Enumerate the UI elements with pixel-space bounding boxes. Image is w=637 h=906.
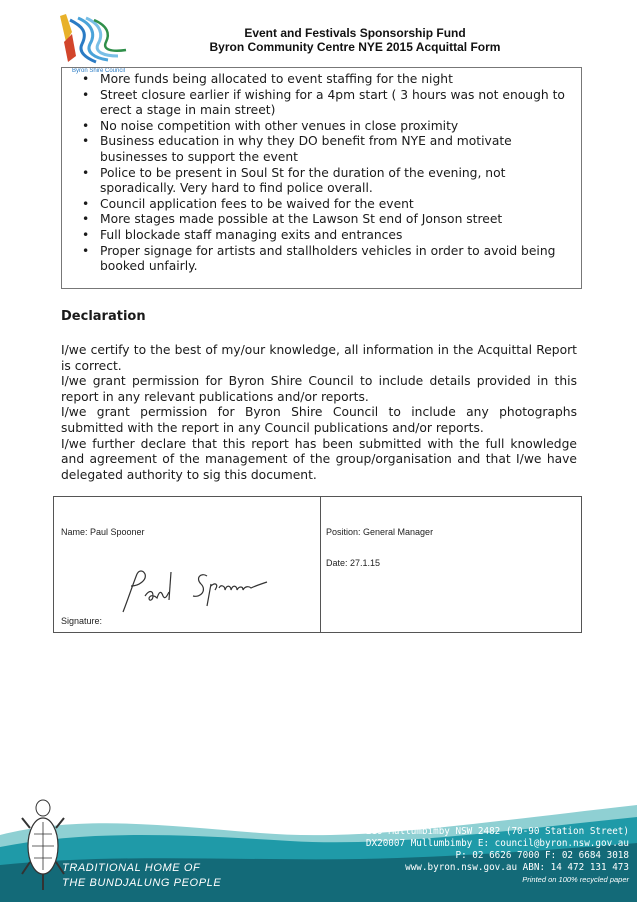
bullet-icon: • <box>82 212 90 227</box>
recommendation-item <box>82 228 577 244</box>
footer-heritage-line2: THE BUNDJALUNG PEOPLE <box>62 877 222 889</box>
bullet-icon: • <box>82 134 90 149</box>
recommendation-item <box>82 119 577 135</box>
recommendation-item <box>82 197 577 213</box>
declaration-paragraph: I/we further declare that this report has been submitted with the full knowledge and agreement of the management of the group/organisation and that I/we have delegated authority to sig this document. <box>61 436 577 482</box>
recommendations-list <box>82 72 577 275</box>
bullet-icon: • <box>82 72 90 86</box>
recommendation-text: Full blockade staff managing exits and entrances <box>100 227 403 242</box>
bullet-icon: • <box>82 165 90 180</box>
position-field: Position: General Manager <box>326 527 434 537</box>
recommendations-box <box>61 67 582 289</box>
header-title-line2: Byron Community Centre NYE 2015 Acquittal Form <box>209 40 501 54</box>
bullet-icon: • <box>82 87 90 102</box>
recommendation-item <box>82 88 577 119</box>
handwritten-signature <box>115 562 275 620</box>
recommendation-item <box>82 134 577 165</box>
footer-address: PO Box 219 Mullumbimby NSW 2482 (70-90 Station Street) <box>326 826 629 837</box>
date-field: Date: 27.1.15 <box>326 558 381 568</box>
bullet-icon: • <box>82 196 90 211</box>
declaration-title: Declaration <box>61 309 146 324</box>
recommendation-text: Police to be present in Soul St for the duration of the evening, not sporadically. Very hard to find police overall. <box>100 165 506 196</box>
turtle-icon <box>20 798 66 894</box>
footer-contact <box>327 826 629 886</box>
footer-web-abn: www.byron.nsw.gov.au ABN: 14 472 131 473 <box>405 862 629 873</box>
signature-label: Signature: <box>61 616 103 626</box>
recommendation-item <box>82 166 577 197</box>
bullet-icon: • <box>82 118 90 133</box>
recommendation-text: Business education in why they DO benefit from NYE and motivate businesses to support the event <box>100 134 512 164</box>
footer-recycled-note: Printed on 100% recycled paper <box>522 875 629 884</box>
recommendation-text: More funds being allocated to event staffing for the night <box>100 72 453 86</box>
declaration-paragraph: I/we certify to the best of my/our knowledge, all information in the Acquittal Report is correct. <box>61 343 577 373</box>
recommendation-item <box>82 72 577 88</box>
footer-heritage-line1: TRADITIONAL HOME OF <box>62 862 201 874</box>
logo-text: Byron Shire Council <box>72 68 126 74</box>
footer-dx-email: DX20007 Mullumbimby E: council@byron.nsw.gov.au <box>365 838 629 849</box>
footer-phone: P: 02 6626 7000 F: 02 6684 3018 <box>455 850 629 861</box>
table-divider <box>320 497 321 632</box>
recommendation-text: Proper signage for artists and stallholders vehicles in order to avoid being booked unfairly. <box>100 243 556 274</box>
bullet-icon: • <box>82 243 90 258</box>
recommendation-text: More stages made possible at the Lawson St end of Jonson street <box>100 212 503 227</box>
declaration-text <box>61 343 577 483</box>
name-field: Name: Paul Spooner <box>61 527 145 537</box>
recommendation-text: Council application fees to be waived for the event <box>100 196 414 211</box>
header-title-line1: Event and Festivals Sponsorship Fund <box>244 26 466 40</box>
bullet-icon: • <box>82 227 90 242</box>
declaration-paragraph: I/we grant permission for Byron Shire Council to include any photographs submitted with the report in any Council publications and/or reports. <box>61 405 577 435</box>
recommendation-item <box>82 244 577 275</box>
declaration-paragraph: I/we grant permission for Byron Shire Council to include details provided in this report in any relevant publications and/or reports. <box>61 374 577 404</box>
recommendation-item <box>82 212 577 228</box>
recommendation-text: Street closure earlier if wishing for a 4pm start ( 3 hours was not enough to erect a stage in main street) <box>100 87 565 118</box>
recommendation-text: No noise competition with other venues in close proximity <box>100 118 459 133</box>
